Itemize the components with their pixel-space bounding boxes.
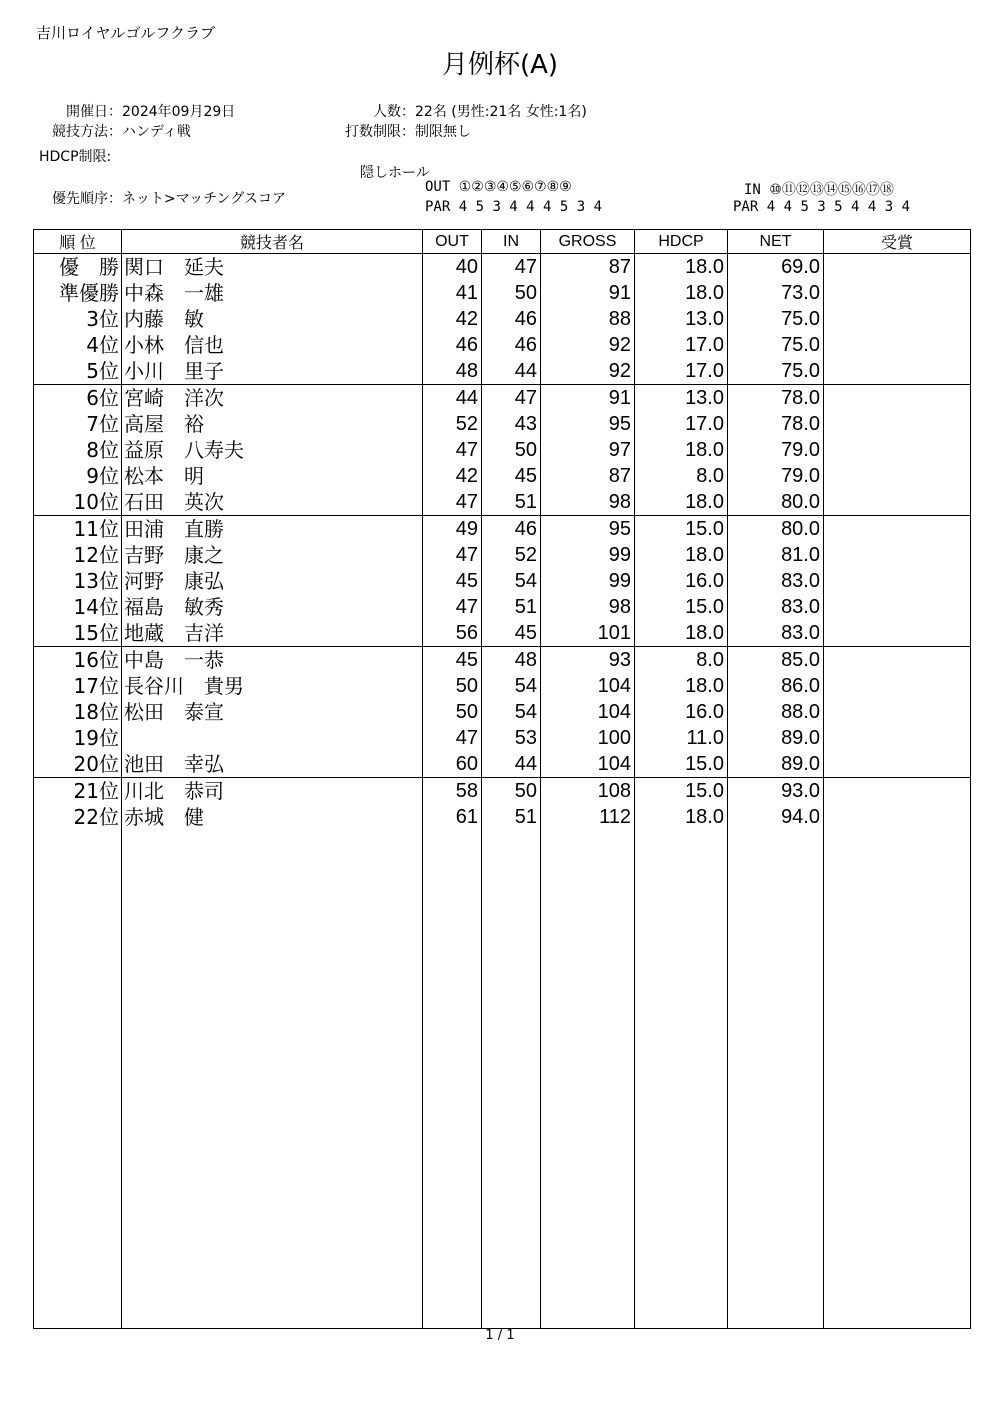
info-date [40,101,235,121]
cell-hdcp: 18.0 [635,280,728,306]
cell-net: 94.0 [728,804,824,830]
table-row [34,332,971,358]
empty-cell [482,830,541,1329]
info-priority [40,188,286,208]
in-holes-row [744,179,894,199]
header-hdcp: HDCP [635,230,728,254]
cell-award [824,280,971,306]
header-out: OUT [423,230,482,254]
empty-cell [541,830,635,1329]
cell-out: 47 [423,489,482,516]
cell-rank: 7位 [34,411,122,437]
table-row [34,280,971,306]
cell-out: 47 [423,725,482,751]
cell-name: 吉野 康之 [122,542,423,568]
table-row [34,542,971,568]
cell-rank: 5位 [34,358,122,385]
cell-gross: 112 [541,804,635,830]
in-par-values: 4 4 5 3 5 4 4 3 4 [766,199,911,215]
cell-net: 79.0 [728,437,824,463]
cell-name: 小林 信也 [122,332,423,358]
cell-award [824,463,971,489]
cell-gross: 88 [541,306,635,332]
table-row [34,699,971,725]
cell-name: 中森 一雄 [122,280,423,306]
cell-rank: 6位 [34,385,122,412]
cell-rank: 9位 [34,463,122,489]
cell-gross: 100 [541,725,635,751]
cell-out: 42 [423,463,482,489]
cell-in: 50 [482,280,541,306]
cell-in: 43 [482,411,541,437]
cell-rank: 20位 [34,751,122,778]
cell-gross: 95 [541,411,635,437]
cell-hdcp: 15.0 [635,778,728,805]
cell-hdcp: 8.0 [635,647,728,674]
info-method [40,121,191,141]
cell-name: 内藤 敏 [122,306,423,332]
cell-award [824,254,971,281]
cell-name: 福島 敏秀 [122,594,423,620]
cell-in: 46 [482,332,541,358]
cell-out: 56 [423,620,482,647]
header-rank: 順 位 [34,230,122,254]
cell-in: 54 [482,699,541,725]
cell-rank: 14位 [34,594,122,620]
table-row [34,804,971,830]
header-net: NET [728,230,824,254]
cell-name: 益原 八寿夫 [122,437,423,463]
cell-out: 40 [423,254,482,281]
cell-gross: 93 [541,647,635,674]
page-title: 月例杯(A) [441,50,559,80]
info-limit [330,121,471,141]
table-row [34,620,971,647]
cell-out: 47 [423,437,482,463]
cell-award [824,778,971,805]
cell-hdcp: 17.0 [635,411,728,437]
cell-net: 78.0 [728,411,824,437]
cell-net: 85.0 [728,647,824,674]
cell-net: 80.0 [728,516,824,543]
cell-net: 89.0 [728,725,824,751]
cell-in: 51 [482,594,541,620]
cell-gross: 91 [541,385,635,412]
cell-hdcp: 18.0 [635,437,728,463]
out-par-row [425,199,602,215]
empty-cell [122,830,423,1329]
cell-award [824,332,971,358]
table-row [34,751,971,778]
cell-hdcp: 18.0 [635,620,728,647]
cell-name: 松本 明 [122,463,423,489]
cell-rank: 12位 [34,542,122,568]
cell-net: 69.0 [728,254,824,281]
cell-award [824,385,971,412]
par-label: PAR [425,199,451,215]
cell-rank: 優 勝 [34,254,122,281]
cell-rank: 22位 [34,804,122,830]
empty-cell [423,830,482,1329]
cell-gross: 97 [541,437,635,463]
cell-gross: 87 [541,463,635,489]
cell-award [824,804,971,830]
table-row [34,725,971,751]
cell-name: 河野 康弘 [122,568,423,594]
cell-in: 50 [482,437,541,463]
cell-in: 45 [482,463,541,489]
cell-in: 51 [482,804,541,830]
in-label: IN [744,182,761,198]
page-number: 1 / 1 [485,1328,515,1343]
info-count [330,101,587,121]
header-gross: GROSS [541,230,635,254]
method-value: ハンディ戦 [122,124,191,140]
empty-cell [34,830,122,1329]
cell-name: 関口 延夫 [122,254,423,281]
cell-out: 52 [423,411,482,437]
cell-out: 45 [423,568,482,594]
cell-hdcp: 18.0 [635,804,728,830]
cell-rank: 17位 [34,673,122,699]
out-holes-row [425,179,572,195]
table-row [34,254,971,281]
out-hole-marks: ①②③④⑤⑥⑦⑧⑨ [458,179,572,195]
cell-gross: 91 [541,280,635,306]
limit-label: 打数制限： [345,124,415,140]
cell-out: 58 [423,778,482,805]
cell-name: 川北 恭司 [122,778,423,805]
cell-name: 地蔵 吉洋 [122,620,423,647]
cell-net: 81.0 [728,542,824,568]
cell-rank: 8位 [34,437,122,463]
cell-net: 83.0 [728,620,824,647]
table-row [34,489,971,516]
cell-name: 池田 幸弘 [122,751,423,778]
cell-in: 50 [482,778,541,805]
cell-out: 47 [423,542,482,568]
cell-net: 75.0 [728,358,824,385]
cell-rank: 4位 [34,332,122,358]
empty-cell [635,830,728,1329]
cell-name: 松田 泰宣 [122,699,423,725]
cell-out: 45 [423,647,482,674]
cell-name: 田浦 直勝 [122,516,423,543]
cell-net: 83.0 [728,594,824,620]
table-row [34,306,971,332]
cell-out: 46 [423,332,482,358]
cell-award [824,358,971,385]
cell-award [824,411,971,437]
table-row [34,594,971,620]
cell-in: 48 [482,647,541,674]
cell-gross: 99 [541,568,635,594]
cell-net: 79.0 [728,463,824,489]
cell-gross: 104 [541,699,635,725]
cell-name [122,725,423,751]
cell-gross: 92 [541,332,635,358]
cell-rank: 18位 [34,699,122,725]
cell-award [824,647,971,674]
hidden-hole-label: 隠しホール [360,165,430,181]
out-label: OUT [425,179,451,195]
cell-net: 73.0 [728,280,824,306]
cell-net: 80.0 [728,489,824,516]
date-label: 開催日： [66,104,122,120]
cell-hdcp: 18.0 [635,673,728,699]
cell-in: 47 [482,385,541,412]
cell-award [824,306,971,332]
count-value: 22名 (男性:21名 女性:1名) [415,104,587,120]
cell-gross: 87 [541,254,635,281]
empty-cell [824,830,971,1329]
cell-rank: 3位 [34,306,122,332]
cell-in: 52 [482,542,541,568]
header-in: IN [482,230,541,254]
cell-net: 86.0 [728,673,824,699]
header-award: 受賞 [824,230,971,254]
in-hole-marks: ⑩⑪⑫⑬⑭⑮⑯⑰⑱ [769,182,894,198]
cell-out: 48 [423,358,482,385]
table-row [34,385,971,412]
cell-hdcp: 15.0 [635,516,728,543]
cell-rank: 11位 [34,516,122,543]
cell-rank: 10位 [34,489,122,516]
cell-in: 44 [482,358,541,385]
cell-rank: 16位 [34,647,122,674]
cell-award [824,699,971,725]
cell-award [824,568,971,594]
cell-out: 47 [423,594,482,620]
priority-label: 優先順序： [52,191,122,207]
cell-gross: 104 [541,673,635,699]
hdcp-limit-label: HDCP制限: [39,149,112,165]
cell-in: 47 [482,254,541,281]
cell-gross: 99 [541,542,635,568]
cell-gross: 104 [541,751,635,778]
table-filler-row [34,830,971,1329]
cell-hdcp: 16.0 [635,568,728,594]
cell-hdcp: 16.0 [635,699,728,725]
cell-gross: 98 [541,489,635,516]
cell-rank: 21位 [34,778,122,805]
out-par-values: 4 5 3 4 4 4 5 3 4 [458,199,603,215]
cell-hdcp: 13.0 [635,306,728,332]
cell-in: 46 [482,516,541,543]
cell-gross: 101 [541,620,635,647]
cell-hdcp: 11.0 [635,725,728,751]
table-row [34,568,971,594]
cell-out: 61 [423,804,482,830]
cell-award [824,516,971,543]
cell-in: 54 [482,673,541,699]
cell-name: 赤城 健 [122,804,423,830]
cell-name: 中島 一恭 [122,647,423,674]
cell-rank: 15位 [34,620,122,647]
cell-hdcp: 18.0 [635,489,728,516]
cell-hdcp: 15.0 [635,751,728,778]
cell-award [824,542,971,568]
cell-out: 41 [423,280,482,306]
count-label: 人数： [373,104,415,120]
table-header [34,230,971,254]
cell-gross: 98 [541,594,635,620]
table-row [34,778,971,805]
par-label: PAR [733,199,759,215]
cell-net: 78.0 [728,385,824,412]
cell-hdcp: 18.0 [635,254,728,281]
cell-name: 石田 英次 [122,489,423,516]
cell-name: 宮崎 洋次 [122,385,423,412]
cell-hdcp: 13.0 [635,385,728,412]
cell-award [824,673,971,699]
cell-out: 50 [423,673,482,699]
cell-net: 93.0 [728,778,824,805]
cell-rank: 13位 [34,568,122,594]
table-row [34,647,971,674]
cell-award [824,437,971,463]
cell-name: 小川 里子 [122,358,423,385]
cell-in: 45 [482,620,541,647]
cell-net: 83.0 [728,568,824,594]
cell-in: 54 [482,568,541,594]
method-label: 競技方法： [52,124,122,140]
cell-in: 44 [482,751,541,778]
cell-award [824,751,971,778]
cell-net: 89.0 [728,751,824,778]
cell-hdcp: 18.0 [635,542,728,568]
limit-value: 制限無し [415,124,471,140]
cell-out: 42 [423,306,482,332]
cell-hdcp: 15.0 [635,594,728,620]
date-value: 2024年09月29日 [122,104,236,120]
cell-hdcp: 8.0 [635,463,728,489]
cell-in: 53 [482,725,541,751]
cell-award [824,620,971,647]
cell-out: 49 [423,516,482,543]
table-row [34,673,971,699]
empty-cell [728,830,824,1329]
cell-net: 75.0 [728,306,824,332]
table-row [34,358,971,385]
cell-name: 高屋 裕 [122,411,423,437]
cell-out: 44 [423,385,482,412]
table-row [34,516,971,543]
table-row [34,437,971,463]
cell-award [824,594,971,620]
results-table [33,229,971,1329]
cell-out: 50 [423,699,482,725]
cell-rank: 19位 [34,725,122,751]
cell-hdcp: 17.0 [635,358,728,385]
cell-gross: 95 [541,516,635,543]
cell-award [824,725,971,751]
cell-out: 60 [423,751,482,778]
cell-name: 長谷川 貴男 [122,673,423,699]
table-row [34,411,971,437]
cell-gross: 108 [541,778,635,805]
cell-rank: 準優勝 [34,280,122,306]
table-row [34,463,971,489]
cell-award [824,489,971,516]
cell-net: 88.0 [728,699,824,725]
cell-net: 75.0 [728,332,824,358]
header-name: 競技者名 [122,230,423,254]
cell-hdcp: 17.0 [635,332,728,358]
cell-in: 46 [482,306,541,332]
cell-gross: 92 [541,358,635,385]
club-name: 吉川ロイヤルゴルフクラブ [36,24,215,42]
in-par-row [733,199,910,215]
priority-value: ネット>マッチングスコア [122,191,287,207]
cell-in: 51 [482,489,541,516]
